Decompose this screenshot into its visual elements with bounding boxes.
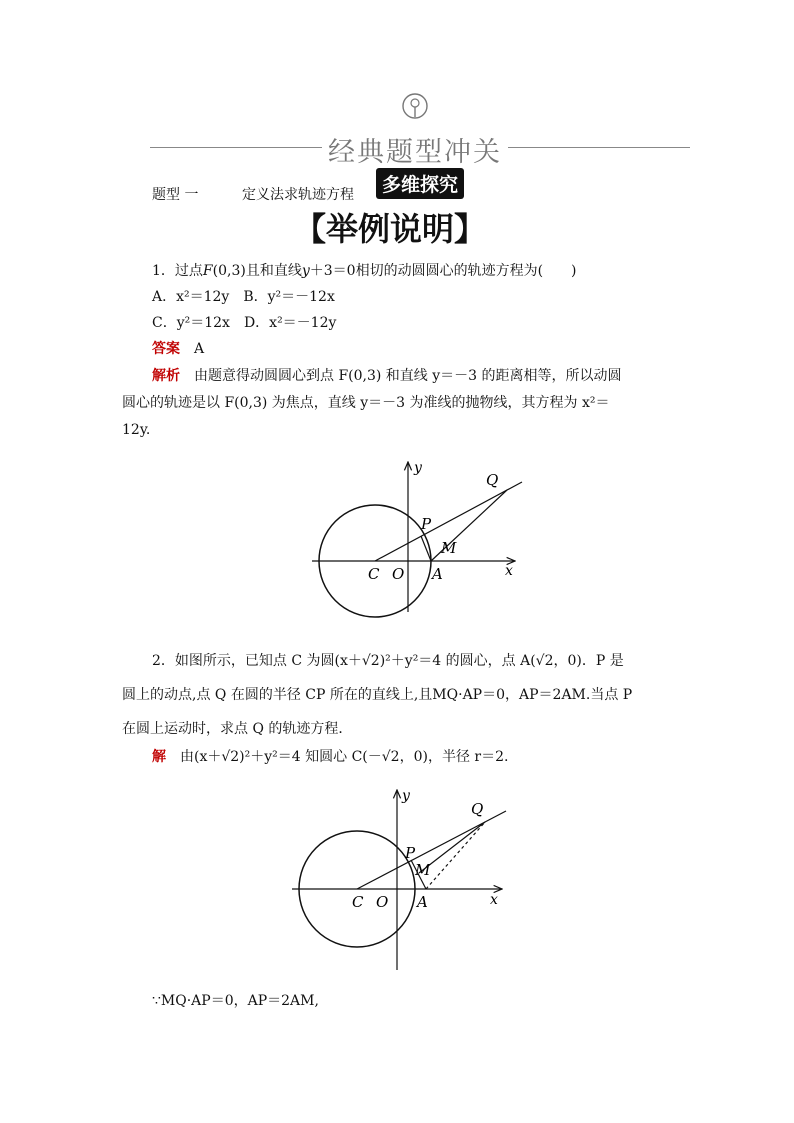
label-O: O — [376, 893, 389, 911]
examples-heading: 【举例说明】 — [294, 210, 487, 248]
bottom-line: ∵MQ·AP＝0，AP＝2AM, — [152, 993, 319, 1009]
q1-post: 相切的动圆圆心的轨迹方程为( ) — [355, 263, 577, 279]
label-M: M — [441, 539, 457, 557]
q1-pre: 过点 — [174, 263, 203, 279]
banner-rule-right — [508, 147, 690, 148]
label-x: x — [505, 563, 513, 579]
banner-title: 经典题型冲关 — [328, 137, 502, 168]
q1-analysis-label: 解析 — [152, 368, 180, 384]
q2-line2: 圆上的动点,点 Q 在圆的半径 CP 所在的直线上,且MQ·AP＝0，AP＝2AM.当点 P — [122, 687, 633, 703]
q2-line3: 在圆上运动时，求点 Q 的轨迹方程． — [122, 721, 353, 737]
q1-line: ＋3＝0 — [309, 263, 356, 279]
q1-options-ab: A．x²＝12y B．y²＝－12x — [152, 289, 335, 305]
section-title: 定义法求轨迹方程 — [242, 187, 354, 203]
q1-mid: 且和直线 — [245, 263, 302, 279]
q2-solution: 解 由(x＋√2)²＋y²＝4 知圆心 C(－√2，0)，半径 r＝2. — [152, 749, 509, 765]
banner-tag: 多维探究 — [376, 168, 464, 199]
label-P: P — [421, 515, 432, 533]
label-C: C — [352, 893, 364, 911]
figure-1 — [300, 450, 540, 620]
label-y: y — [414, 460, 422, 476]
q1-analysis-line1: 解析 由题意得动圆圆心到点 F(0,3) 和直线 y＝－3 的距离相等，所以动圆 — [152, 368, 622, 384]
label-O: O — [392, 565, 405, 583]
label-x: x — [490, 892, 498, 908]
q1-answer-value: A — [194, 341, 205, 357]
label-M: M — [415, 861, 431, 879]
q1-num: 1． — [152, 263, 175, 279]
q1-options-cd: C．y²＝12x D．x²＝－12y — [152, 315, 337, 331]
label-A: A — [417, 893, 428, 911]
lightbulb-icon — [400, 92, 430, 128]
label-A: A — [432, 565, 443, 583]
q1-F: F — [202, 263, 213, 279]
q1-answer — [152, 340, 204, 358]
q2-line1: 2．如图所示，已知点 C 为圆(x＋√2)²＋y²＝4 的圆心，点 A(√2，0)．P 是 — [152, 653, 624, 669]
banner-rule-left — [150, 147, 322, 148]
banner — [150, 92, 690, 202]
q1-analysis-line3: 12y. — [122, 422, 151, 438]
label-Q: Q — [471, 800, 484, 818]
q1-coords: (0,3) — [212, 263, 246, 279]
label-y: y — [402, 788, 410, 804]
figure-2 — [280, 778, 520, 978]
q2-solution-label: 解 — [152, 749, 166, 765]
segment-AQ — [426, 822, 485, 889]
q1-y: y — [301, 263, 310, 279]
q1-answer-label: 答案 — [152, 341, 180, 357]
q1-stem — [152, 262, 577, 280]
label-Q: Q — [486, 471, 499, 489]
section-label: 题型 一 — [152, 187, 199, 203]
label-C: C — [368, 565, 380, 583]
q1-analysis-line2: 圆心的轨迹是以 F(0,3) 为焦点，直线 y＝－3 为准线的抛物线，其方程为 x²＝ — [122, 395, 610, 411]
label-P: P — [405, 844, 416, 862]
